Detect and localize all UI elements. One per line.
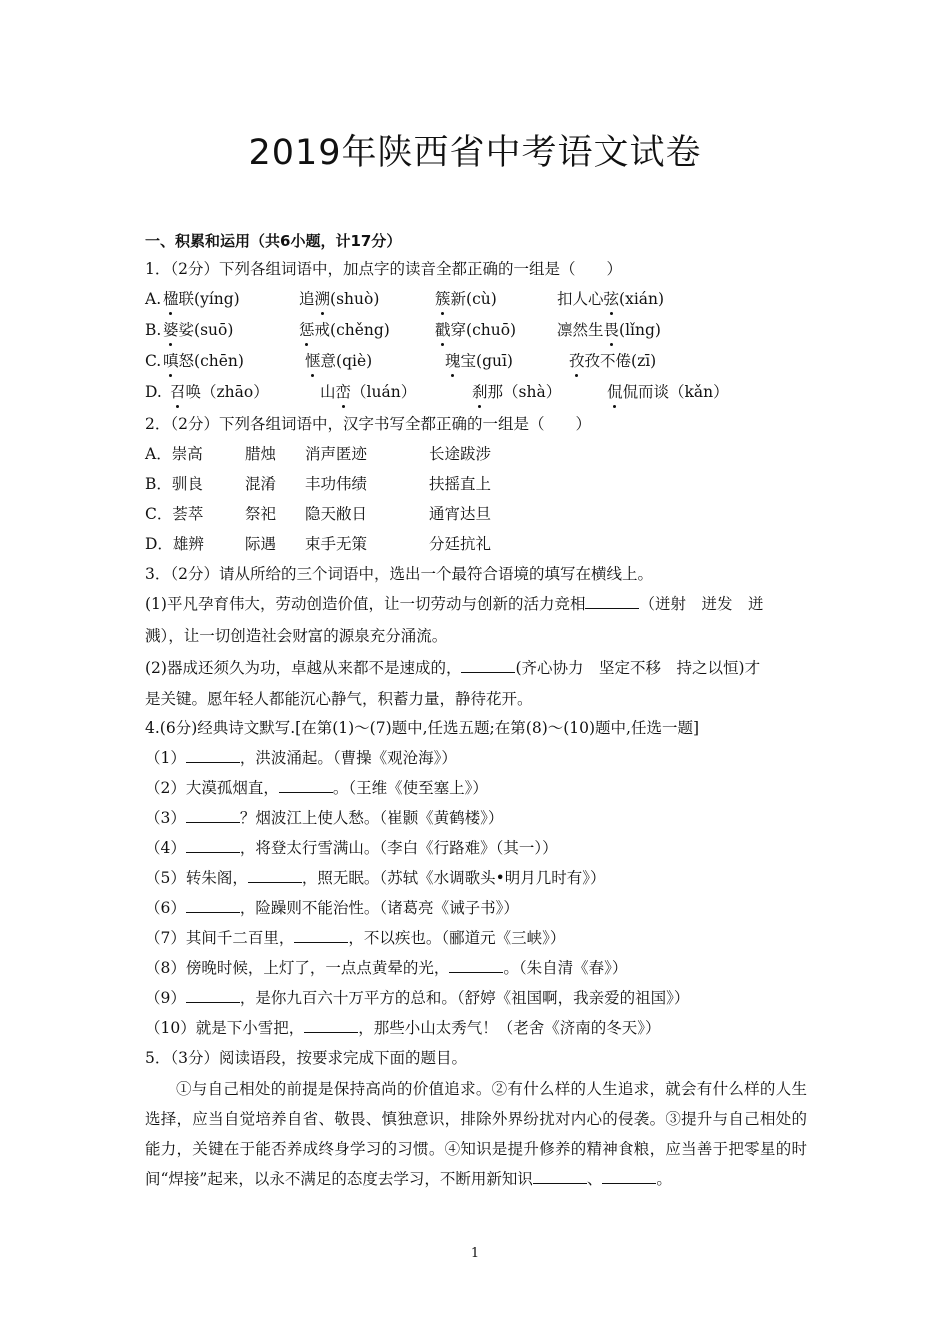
q3-sentence-2-cont: 是关键。愿年轻人都能沉心静气，积蓄力量，静待花开。	[145, 690, 533, 708]
q4-item-7: （7）其间千二百里， ，不以疾也。（郦道元《三峡》）	[145, 929, 566, 947]
q4-item-6: （6） ，险躁则不能治性。（诸葛亮《诫子书》）	[145, 899, 519, 917]
q3-sentence-1: (1)平凡孕育伟大，劳动创造价值，让一切劳动与创新的活力竞相 （迸射 迸发 迸	[145, 595, 764, 613]
q4-item-1: （1） ，洪波涌起。（曹操《观沧海》）	[145, 749, 457, 767]
q4-item-5: （5）转朱阁， ，照无眠。（苏轼《水调歌头•明月几时有》）	[145, 869, 606, 887]
word-4: 扣人心弦(xián)	[557, 290, 665, 308]
q2-stem: 2．（2分）下列各组词语中，汉字书写全都正确的一组是（ ）	[145, 415, 591, 433]
word-4: 侃侃而谈（kǎn）	[607, 383, 729, 401]
q4-item-2: （2）大漠孤烟直， 。（王维《使至塞上》）	[145, 779, 488, 797]
word-2: 山峦（luán）	[320, 383, 417, 401]
q5-passage: ①与自己相处的前提是保持高尚的价值追求。②有什么样的人生追求，就会有什么样的人生选择，应当自觉培养自省、敬畏、慎独意识，排除外界纷扰对内心的侵袭。③提升与自己相处的能力，关键在于能否养成终身学习的习惯。④知识是提升修养的精神食粮，应当善于把零星的时间“焊接”起来，以永不满足的态度去学习，不断用新知识 、 。	[145, 1080, 807, 1188]
answer-blank[interactable]	[186, 748, 240, 763]
word-2: 惩戒(chěng)	[299, 321, 390, 339]
word-2: 追溯(shuò)	[299, 290, 380, 308]
q3-sentence-2: (2)器成还须久为功，卓越从来都不是速成的， (齐心协力 坚定不移 持之以恒)才	[145, 659, 761, 677]
word-4: 孜孜不倦(zī)	[569, 352, 657, 370]
q4-item-3: （3） ？烟波江上使人愁。（崔颢《黄鹤楼》）	[145, 809, 504, 827]
answer-blank[interactable]	[186, 808, 240, 823]
word-1: 召唤（zhāo）	[170, 383, 269, 401]
word-4: 凛然生畏(lǐng)	[557, 321, 661, 339]
page-title: 2019年陕西省中考语文试卷	[248, 133, 702, 173]
word-3: 瑰宝(guī)	[445, 352, 513, 370]
q4-item-9: （9） ，是你九百六十万平方的总和。（舒婷《祖国啊，我亲爱的祖国》）	[145, 989, 690, 1007]
word-3: 簇新(cù)	[435, 290, 497, 308]
answer-blank[interactable]	[248, 868, 302, 883]
answer-blank[interactable]	[186, 838, 240, 853]
page-number: 1	[470, 1246, 480, 1261]
q4-item-8: （8）傍晚时候，上灯了，一点点黄晕的光， 。（朱自清《春》）	[145, 959, 628, 977]
section-heading: 一、积累和运用（共6小题，计17分）	[145, 232, 402, 250]
q3-sentence-1-cont: 溅），让一切创造社会财富的源泉充分涌流。	[145, 627, 448, 645]
answer-blank[interactable]	[304, 1018, 358, 1033]
word-1: 嗔怒(chēn)	[163, 352, 244, 370]
option-label: B.	[145, 321, 162, 339]
answer-blank[interactable]	[461, 658, 515, 673]
answer-blank[interactable]	[602, 1169, 656, 1184]
answer-blank[interactable]	[279, 778, 333, 793]
answer-blank[interactable]	[294, 928, 348, 943]
q4-item-10: （10）就是下小雪把， ，那些小山太秀气！（老舍《济南的冬天》）	[145, 1019, 661, 1037]
q4-item-4: （4） ，将登太行雪满山。（李白《行路难》（其一））	[145, 839, 558, 857]
q5-stem: 5．（3分）阅读语段，按要求完成下面的题目。	[145, 1049, 467, 1067]
exam-page: 2019年陕西省中考语文试卷 一、积累和运用（共6小题，计17分） 1．（2分）下列各组词语中，加点字的读音全都正确的一组是（ ） A. 楹联(yíng) 追溯(shuò) 簇新(cù) 扣人心弦(xián) B. 婆娑(suō) 惩戒(chěng) 戳穿(chuō) 凛然生畏(lǐng) C. 嗔怒(chēn) 惬意(qiè) 瑰宝(guī) 孜孜不倦(zī) D. 召唤（zhāo） 山峦（luán） 刹那（shà） 侃侃而谈（kǎn） 2．（2分）下列各组词语中，汉字书写全都正确的一组是（ ） A．崇高 腊烛 消声匿迹 长途跋涉 B．驯良 混淆 丰功伟绩 扶摇直上 C．荟萃 祭祀 隐天敝日 通宵达旦 D．雄辨 际遇 束手无策 分廷抗礼 3．（2分）请从所给的三个词语中，选出一个最符合语境的填写在横线上。 (1)平凡孕育伟大，劳动创造价值，让一切劳动与创新的活力竞相 （迸射 迸发 迸 溅），让一切创造社会财富的源泉充分涌流。 (2)器成还须久为功，卓越从来都不是速成的， (齐心协力 坚定不移 持之以恒)才 是关键。愿年轻人都能沉心静气，积蓄力量，静待花开。 4.(6分)经典诗文默写.[在第(1)～(7)题中,任选五题;在第(8)～(10)题中,任选一题] （1） ，洪波涌起。（曹操《观沧海》） （2）大漠孤烟直， 。（王维《使至塞上》） （3） ？烟波江上使人愁。（崔颢《黄鹤楼》） （4） ，将登太行雪满山。（李白《行路难》（其一）） （5）转朱阁， ，照无眠。（苏轼《水调歌头•明月几时有》） （6） ，险躁则不能治性。（诸葛亮《诫子书》） （7）其间千二百里， ，不以疾也。（郦道元《三峡》） （8）傍晚时候，上灯了，一点点黄晕的光， 。（朱自清《春》） （9） ，是你九百六十万平方的总和。（舒婷《祖国啊，我亲爱的祖国》） （10）就是下小雪把， ，那些小山太秀气！（老舍《济南的冬天》） 5．（3分）阅读语段，按要求完成下面的题目。 ①与自己相处的前提是保持高尚的价值追求。②有什么样的人生追求，就会有什么样的人生选择，应当自觉培养自省、敬畏、慎独意识，排除外界纷扰对内心的侵袭。③提升与自己相处的能力，关键在于能否养成终身学习的习惯。④知识是提升修养的精神食粮，应当善于把零星的时间“焊接”起来，以永不满足的态度去学习，不断用新知识 、 。 1	[0, 0, 950, 1344]
option-label: C.	[145, 352, 162, 370]
word-3: 刹那（shà）	[472, 383, 562, 401]
word-3: 戳穿(chuō)	[435, 321, 517, 339]
answer-blank[interactable]	[533, 1169, 587, 1184]
answer-blank[interactable]	[449, 958, 503, 973]
option-label: A.	[145, 290, 162, 308]
q3-stem: 3．（2分）请从所给的三个词语中，选出一个最符合语境的填写在横线上。	[145, 565, 653, 583]
option-label: D.	[145, 383, 162, 401]
q1-stem: 1．（2分）下列各组词语中，加点字的读音全都正确的一组是（ ）	[145, 260, 622, 278]
answer-blank[interactable]	[585, 594, 639, 609]
answer-blank[interactable]	[186, 898, 240, 913]
answer-blank[interactable]	[186, 988, 240, 1003]
q4-stem: 4.(6分)经典诗文默写.[在第(1)～(7)题中,任选五题;在第(8)～(10)题中,任选一题]	[145, 719, 700, 737]
word-1: 楹联(yíng)	[163, 290, 240, 308]
word-2: 惬意(qiè)	[305, 352, 373, 370]
word-1: 婆娑(suō)	[163, 321, 234, 339]
